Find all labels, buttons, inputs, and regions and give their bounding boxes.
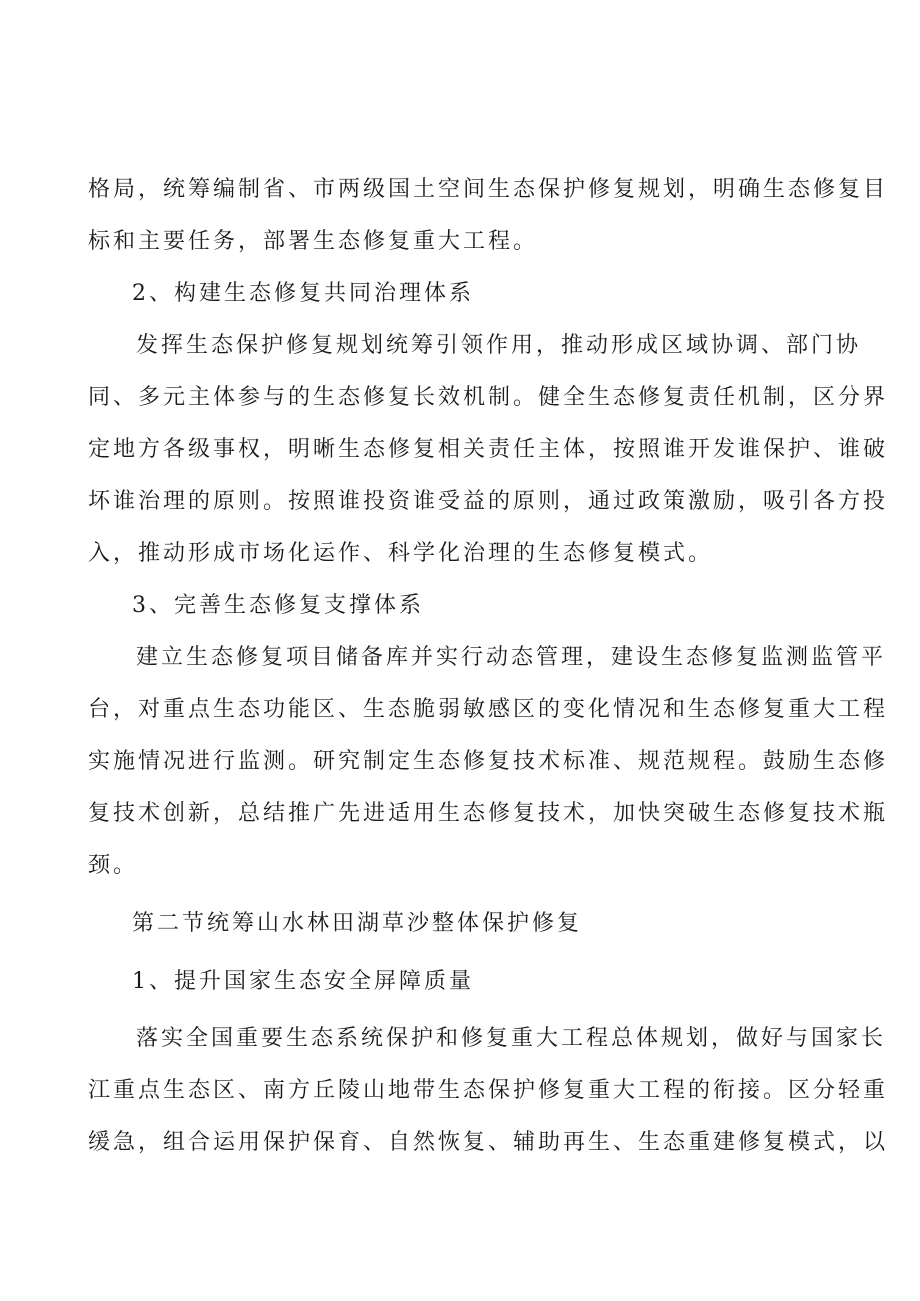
subsection-heading: 3、完善生态修复支撑体系 [132,593,424,618]
body-text-line: 定地方各级事权，明晰生态修复相关责任主体，按照谁开发谁保护、谁破 [88,437,889,462]
body-text-line: 落实全国重要生态系统保护和修复重大工程总体规划，做好与国家长 [136,1026,887,1051]
body-text-line: 坏谁治理的原则。按照谁投资谁受益的原则，通过政策激励，吸引各方投 [88,489,889,514]
subsection-heading: 1、提升国家生态安全屏障质量 [132,969,474,994]
body-text-line: 标和主要任务，部署生态修复重大工程。 [88,229,539,254]
body-text-line: 台，对重点生态功能区、生态脆弱敏感区的变化情况和生态修复重大工程 [88,697,889,722]
body-text-line: 江重点生态区、南方丘陵山地带生态保护修复重大工程的衔接。区分轻重 [88,1078,889,1103]
subsection-heading: 2、构建生态修复共同治理体系 [132,281,474,306]
body-text-line: 发挥生态保护修复规划统筹引领作用，推动形成区域协调、部门协 [136,333,862,358]
section-heading: 第二节统筹山水林田湖草沙整体保护修复 [132,911,583,936]
body-text-line: 格局，统筹编制省、市两级国土空间生态保护修复规划，明确生态修复目 [88,177,889,202]
body-text-line: 入，推动形成市场化运作、科学化治理的生态修复模式。 [88,541,714,566]
body-text-line: 复技术创新，总结推广先进适用生态修复技术，加快突破生态修复技术瓶 [88,801,889,826]
body-text-line: 缓急，组合运用保护保育、自然恢复、辅助再生、生态重建修复模式，以 [88,1130,889,1155]
body-text-line: 颈。 [88,853,139,878]
body-text-line: 实施情况进行监测。研究制定生态修复技术标准、规范规程。鼓励生态修 [88,749,889,774]
body-text-line: 同、多元主体参与的生态修复长效机制。健全生态修复责任机制，区分界 [88,385,889,410]
body-text-line: 建立生态修复项目储备库并实行动态管理，建设生态修复监测监管平 [136,645,887,670]
